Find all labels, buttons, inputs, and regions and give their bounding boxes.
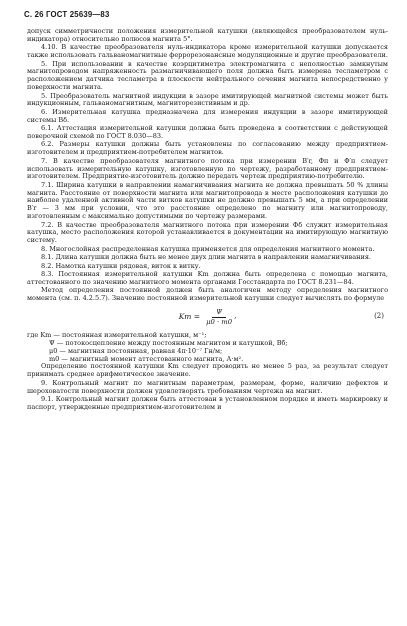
formula-2 xyxy=(27,307,388,327)
definition-line: где Km — постоянная измерительной катушки, м⁻¹; xyxy=(27,331,207,339)
formula-denominator: μ0 · m0 xyxy=(206,317,233,326)
formula-number: (2) xyxy=(374,312,384,321)
formula-fraction xyxy=(206,309,232,326)
paragraph: 6.2. Размеры катушки должны быть установлены по согласованию между предприятием-изготовителем и предприятием-потребителем магнитов. xyxy=(27,140,388,157)
paragraph: Определение постоянной катушки Km следует проводить не менее 5 раз, за результат следует принимать среднее арифметическое значение. xyxy=(27,362,388,379)
formula-trailing: , xyxy=(234,312,237,321)
definition-line: Ψ — потокосцепление между постоянным магнитом и катушкой, Вб; xyxy=(49,338,288,347)
paragraph: 7. В качестве преобразователя магнитного потока при измерении B′r, Φп и Φ′п следует использовать измерительную катушку, изготовленную по чертежу, разработанному предприятием-изготовителем. Предприятие-изготовитель должно передать чертеж предприятию-потребителю. xyxy=(27,156,388,181)
paragraph: 4.10. В качестве преобразователя нуль-индикатора кроме измерительной катушки допускается также использовать гальваномагнитные феррорезонансные модуляционные и другие преобразователи. xyxy=(27,43,388,60)
paragraph: 5. Преобразователь магнитной индукции в зазоре имитирующей магнитной системы может быть индукционным, гальваномагнитным, магниторезистивным и др. xyxy=(27,91,388,108)
definition-line: μ0 — магнитная постоянная, равная 4π·10⁻⁷ Гн/м; xyxy=(49,346,223,355)
paragraph: 8.2. Намотка катушки рядовая, виток к витку. xyxy=(41,261,201,270)
paragraph: 9. Контрольный магнит по магнитным параметрам, размерам, форме, наличию дефектов и шероховатости поверхности должен удовлетворять требованиям чертежа на магнит. xyxy=(27,378,388,395)
paragraph: 6.1. Аттестация измерительной катушки должна быть проведена в соответствии с действующей поверочной схемой по ГОСТ 8.030—83. xyxy=(27,124,388,140)
paragraph: 7.2. В качестве преобразователя магнитного потока при измерении Φδ служит измерительная катушка, место расположения которой устанавливается в документации на имитирующую магнитную систему. xyxy=(27,220,388,245)
paragraph: Метод определения постоянной должен быть аналогичен методу определения магнитного момента (см. п. 4.2.5.7). Значение постоянной измерительной катушки следует вычислять по формуле xyxy=(27,286,388,303)
formula-lhs: Km = xyxy=(178,312,201,322)
running-head: С. 26 ГОСТ 25639—83 xyxy=(24,10,110,19)
paragraph: 8. Многослойная распределенная катушка применяется для определения магнитного момента. xyxy=(41,244,375,253)
paragraph: 9.1. Контрольный магнит должен быть аттестован в установленном порядке и иметь маркировку и паспорт, утвержденные предприятием-изготовителем и xyxy=(27,394,388,411)
definition-line: m0 — магнитный момент аттестованного магнита, А·м². xyxy=(49,354,244,363)
paragraph: 8.1. Длина катушки должна быть не менее двух длин магнита в направлении намагничивания. xyxy=(41,253,371,262)
paragraph: 5. При использовании в качестве коэрцитиметра электромагнита с неполностью замкнутым магнитопроводом напряженность размагничивающего поля должна быть измерена тесламетром с расположением датчика тесламетра в плоскости нейтрального сечения магнита непосредственно у поверхности магнита. xyxy=(27,59,388,92)
formula-numerator: Ψ xyxy=(212,309,226,318)
paragraph: 6. Измерительная катушка предназначена для измерения индукции в зазоре имитирующей системы Bδ. xyxy=(27,107,388,124)
paragraph: 8.3. Постоянная измерительной катушки Km должна быть определена с помощью магнита, аттестованного по значению магнитного момента органами Госстандарта по ГОСТ 8.231—84. xyxy=(27,270,388,286)
document-body xyxy=(27,28,388,412)
paragraph: 7.1. Ширина катушки в направлении намагничивания магнита не должна превышать 50 % длины магнита. Расстояние от поверхности магнита или магнитопровода в месте расположения катушки до наиболее удаленной активной части витков катушки не должно превышать 5 мм, а при определении B′r — 3 мм при условии, что это расстояние определено по магниту или магнитопроводу, изготовленным с максимально допустимыми по чертежу размерами. xyxy=(27,180,388,221)
paragraph: допуск симметричности положения измерительной катушки (являющейся преобразователем нуль-индикатора) относительно полюсов магнита 5°. xyxy=(27,27,388,43)
